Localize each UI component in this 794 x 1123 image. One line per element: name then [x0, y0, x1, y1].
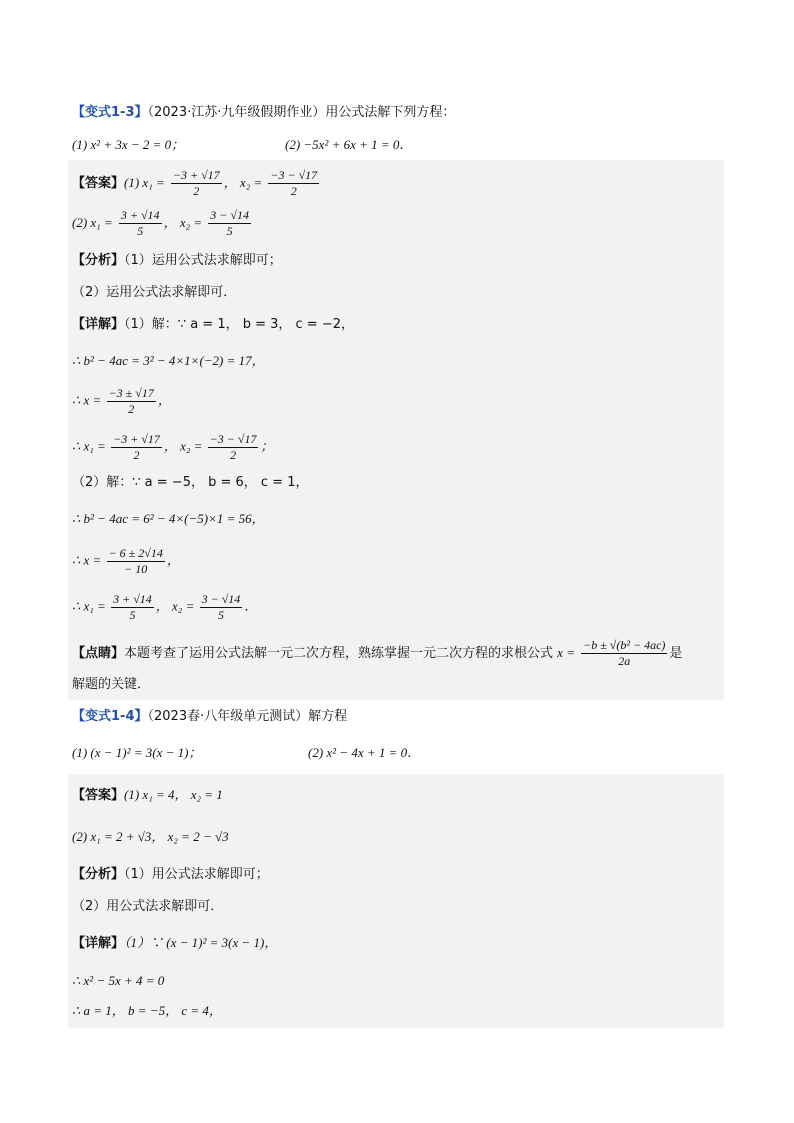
fraction [200, 592, 243, 623]
analysis-line-1 [72, 252, 282, 270]
fraction-numerator: −3 + √17 [113, 432, 160, 446]
fraction-numerator: 3 + √14 [113, 592, 152, 606]
fraction-numerator: −b ± √(b² − 4ac) [583, 638, 666, 652]
answer-1-prefix: (1) x₁ = [124, 175, 165, 190]
fraction-denominator: 5 [137, 224, 144, 238]
fraction-numerator: −3 − √17 [270, 168, 318, 182]
analysis-text-1: （1）运用公式法求解即可； [124, 253, 282, 268]
problem-title: 【变式1-3】 [72, 105, 148, 120]
fraction [107, 386, 156, 417]
problem-heading-2 [72, 708, 347, 726]
formula-prefix: ∴ x = [72, 392, 102, 408]
detail-line-3 [72, 386, 171, 417]
problem-title-2: 【变式1-4】 [72, 709, 148, 724]
detail-label: 【详解】 [72, 317, 125, 332]
fraction-numerator: 3 + √14 [120, 208, 160, 222]
answer-2-prefix: (2) x₁ = [72, 215, 113, 230]
fraction-denominator: 2 [230, 448, 237, 462]
fraction-numerator: − 6 ± 2√14 [108, 546, 163, 560]
detail-line-8 [72, 592, 257, 623]
fraction [171, 168, 222, 199]
answer-line-2 [72, 208, 253, 239]
formula-prefix: ∴ x = [72, 552, 102, 568]
fraction-numerator: −3 + √17 [172, 168, 220, 182]
fraction-numerator: 3 − √14 [210, 208, 249, 222]
detail-2-line-2: ∴ x² − 5x + 4 = 0 [72, 973, 165, 988]
problem-source-2: （2023春·八年级单元测试）解方程 [147, 709, 348, 724]
formula-prefix: ∴ x₁ = [72, 598, 106, 614]
detail-line-5: （2）解：∵ a = −5， b = 6， c = 1， [72, 475, 309, 490]
fraction [107, 546, 165, 577]
detail-2-line-3: ∴ a = 1， b = −5， c = 4， [72, 1003, 222, 1018]
question-2: (2) −5x² + 6x + 1 = 0． [285, 137, 413, 152]
detail-line-4 [72, 432, 273, 463]
formula-suffix: ， [166, 552, 180, 568]
tip-line [72, 638, 682, 669]
fraction-denominator: − 10 [124, 562, 148, 576]
detail-label-2: 【详解】 [72, 936, 125, 951]
formula-suffix: ， [157, 392, 171, 408]
problem-source: （2023·江苏·九年级假期作业）用公式法解下列方程： [147, 105, 456, 120]
fraction-numerator: −3 ± √17 [108, 386, 154, 400]
fraction [111, 592, 154, 623]
fraction-denominator: 2 [128, 402, 135, 416]
answer-label-2: 【答案】 [72, 788, 125, 803]
formula-prefix: x = [557, 645, 575, 660]
detail-2-line-1 [72, 934, 277, 953]
formula-mid: ， x₂ = [155, 598, 195, 614]
analysis-label: 【分析】 [72, 253, 125, 268]
detail-line-6: ∴ b² − 4ac = 6² − 4×(−5)×1 = 56， [72, 511, 265, 526]
fraction [208, 432, 259, 463]
fraction-numerator: 3 − √14 [201, 592, 241, 606]
problem-heading [72, 104, 455, 122]
formula-mid: ， x₂ = [163, 438, 203, 454]
analysis-2-text-1: （1）用公式法求解即可； [124, 867, 269, 882]
detail-text-1: （1）解：∵ a = 1， b = 3， c = −2， [124, 317, 354, 332]
fraction [268, 168, 319, 199]
answer-2-line-1 [72, 786, 223, 805]
analysis-2-line-1 [72, 866, 269, 884]
fraction-denominator: 5 [217, 608, 224, 622]
answer-2-line-2: (2) x₁ = 2 + √3， x₂ = 2 − √3 [72, 829, 229, 844]
fraction [119, 208, 162, 239]
tip-text: 本题考查了运用公式法解一元二次方程，熟练掌握一元二次方程的求根公式 [124, 646, 554, 661]
fraction-denominator: 2 [290, 184, 297, 198]
answer-label: 【答案】 [72, 176, 125, 191]
answer-1-mid: ， x₂ = [223, 175, 263, 190]
fraction-denominator: 5 [226, 224, 233, 238]
fraction-denominator: 5 [129, 608, 136, 622]
detail-line-7 [72, 546, 180, 577]
fraction-numerator: −3 − √17 [209, 432, 257, 446]
detail-2-text-1: （1）∵ (x − 1)² = 3(x − 1)， [124, 935, 278, 950]
fraction-denominator: 2a [618, 654, 631, 668]
answer-line-1 [72, 168, 321, 199]
tip-line-2: 解题的关键． [72, 677, 151, 692]
detail-line-1 [72, 316, 354, 334]
answer-2-mid: ， x₂ = [163, 215, 203, 230]
analysis-label-2: 【分析】 [72, 867, 125, 882]
analysis-line-2: （2）运用公式法求解即可． [72, 285, 237, 300]
formula-prefix: ∴ x₁ = [72, 438, 106, 454]
detail-line-2: ∴ b² − 4ac = 3² − 4×1×(−2) = 17， [72, 353, 265, 368]
tip-label: 【点睛】 [72, 646, 125, 661]
fraction [208, 208, 251, 239]
quadratic-formula [581, 638, 667, 669]
formula-suffix: ； [260, 438, 274, 454]
fraction-denominator: 2 [133, 448, 140, 462]
fraction [111, 432, 162, 463]
formula-suffix: ． [244, 598, 258, 614]
question-2-2: (2) x² − 4x + 1 = 0． [308, 745, 421, 760]
fraction-denominator: 2 [193, 184, 200, 198]
tip-suffix: 是 [669, 646, 683, 661]
question-1: (1) x² + 3x − 2 = 0； [72, 137, 185, 152]
question-2-1: (1) (x − 1)² = 3(x − 1)； [72, 745, 202, 760]
answer-2-text-1: (1) x₁ = 4， x₂ = 1 [124, 787, 223, 802]
analysis-2-line-2: （2）用公式法求解即可． [72, 899, 224, 914]
